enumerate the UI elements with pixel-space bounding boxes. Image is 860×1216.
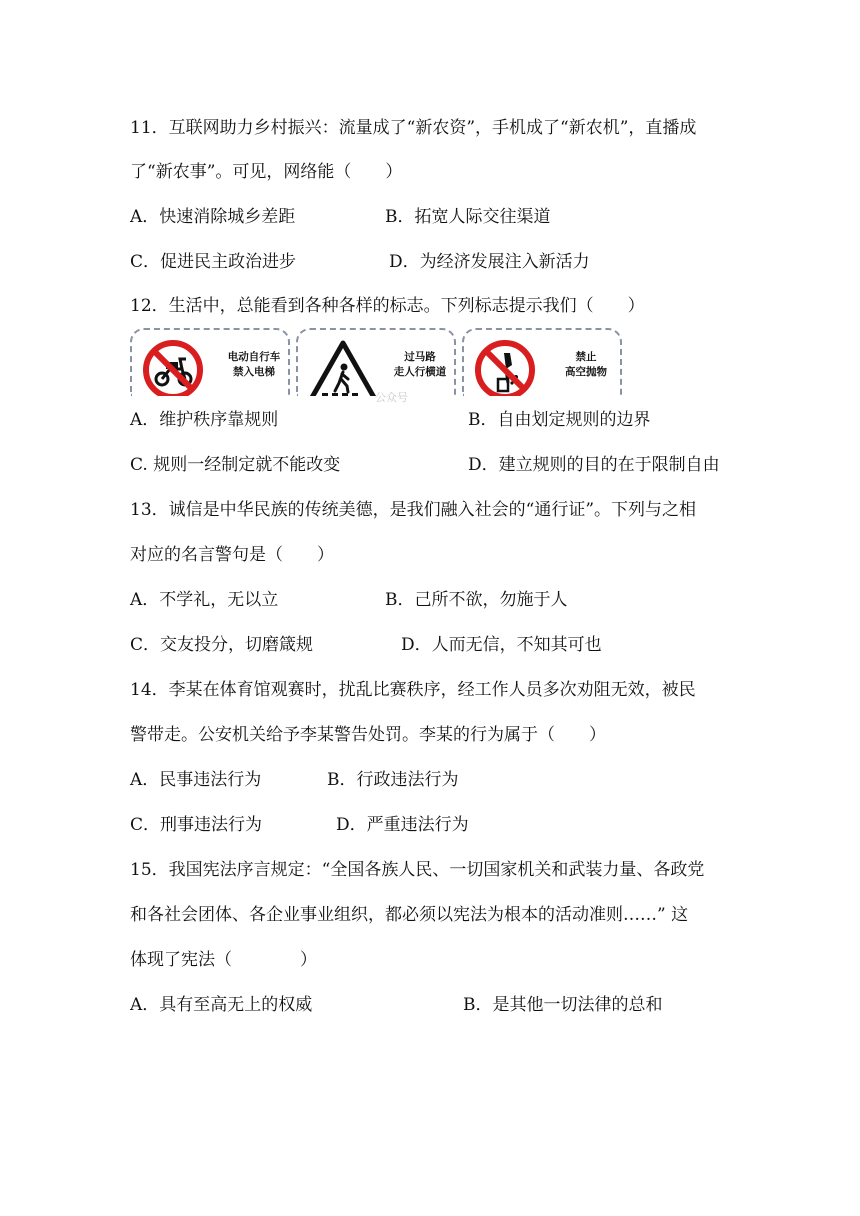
q13-option-c: C．交友投分，切磨箴规	[130, 635, 314, 655]
q15-option-b: B．是其他一切法律的总和	[463, 995, 663, 1015]
watermark: 公众号	[375, 391, 408, 404]
q13-option-a: A．不学礼，无以立	[130, 590, 279, 610]
q11-option-a: A．快速消除城乡差距	[130, 207, 296, 227]
q12-line-1: 12．生活中，总能看到各种各样的标志。下列标志提示我们（ ）	[130, 296, 645, 316]
sign-crosswalk	[296, 328, 456, 396]
q13-option-b: B．己所不欲，勿施于人	[385, 590, 568, 610]
q15-line-3: 体现了宪法（ ）	[130, 950, 317, 970]
q14-option-a: A．民事违法行为	[130, 770, 262, 790]
q13-line-2: 对应的名言警句是（ ）	[130, 545, 334, 565]
sign-no-ebike-text: 电动自行车 禁入电梯	[227, 351, 281, 378]
q12-option-c: C. 规则一经制定就不能改变	[130, 455, 341, 475]
q15-line-1: 15．我国宪法序言规定：“全国各族人民、一切国家机关和武装力量、各政党	[130, 860, 705, 880]
q11-line-1: 11．互联网助力乡村振兴：流量成了“新农资”，手机成了“新农机”，直播成	[130, 118, 697, 138]
sign-no-ebike	[130, 328, 290, 396]
q12-option-b: B．自由划定规则的边界	[468, 410, 651, 430]
q14-line-1: 14．李某在体育馆观赛时，扰乱比赛秩序，经工作人员多次劝阻无效，被民	[130, 680, 696, 700]
q14-line-2: 警带走。公安机关给予李某警告处罚。李某的行为属于（ ）	[130, 725, 606, 745]
q12-option-d: D．建立规则的目的在于限制自由	[468, 455, 720, 475]
no-ebike-icon	[142, 339, 204, 396]
q13-line-1: 13．诚信是中华民族的传统美德，是我们融入社会的“通行证”。下列与之相	[130, 500, 697, 520]
q14-option-c: C．刑事违法行为	[130, 815, 263, 835]
q11-line-2: 了“新农事”。可见，网络能（ ）	[130, 162, 403, 182]
q11-option-c: C．促进民主政治进步	[130, 252, 297, 272]
q14-option-d: D．严重违法行为	[336, 815, 469, 835]
q11-option-b: B．拓宽人际交往渠道	[385, 207, 551, 227]
q14-option-b: B．行政违法行为	[327, 770, 459, 790]
q15-line-2: 和各社会团体、各企业事业组织，都必须以宪法为根本的活动准则……” 这	[130, 905, 689, 925]
q15-option-a: A．具有至高无上的权威	[130, 995, 313, 1015]
no-throwing-icon	[474, 339, 536, 396]
sign-no-throwing	[462, 328, 622, 396]
q13-option-d: D．人而无信，不知其可也	[401, 635, 602, 655]
sign-strip	[130, 328, 622, 396]
q11-option-d: D．为经济发展注入新活力	[389, 252, 590, 272]
q12-option-a: A．维护秩序靠规则	[130, 410, 279, 430]
sign-no-throwing-text: 禁止 高空抛物	[565, 351, 607, 378]
pedestrian-crossing-icon	[308, 339, 378, 396]
sign-crosswalk-text: 过马路 走人行横道	[393, 351, 447, 378]
